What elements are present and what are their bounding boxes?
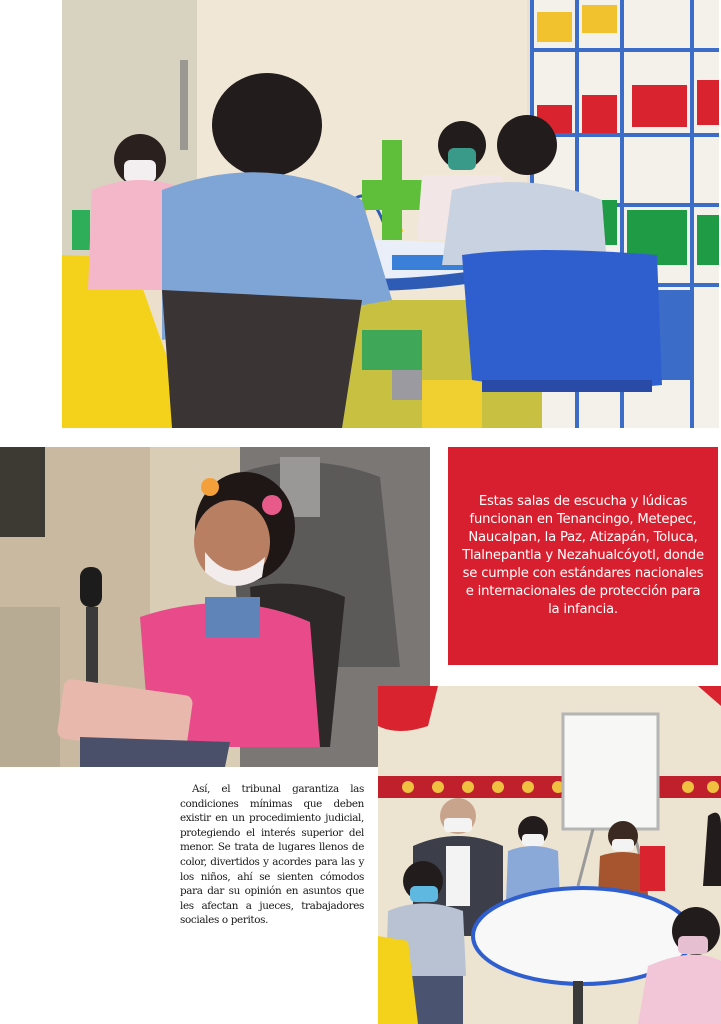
callout-text: Estas salas de escucha y lúdicas funcionan en Tenancingo, Metepec, Naucalpan, la Paz, Atizapán, Toluca, Tlalnepantla y Nezahualcóyotl, donde se cumple con estándares nacionales e internacionales de protección para la infancia. — [462, 494, 704, 617]
callout-box — [448, 447, 718, 665]
photo-round-table-children — [378, 686, 721, 1024]
body-paragraph: Así, el tribunal garantiza las condiciones mínimas que deben existir en un procedimiento judicial, protegiendo el interés superior del menor. Se trata de lugares llenos de color, divertidos y acordes para las y los niños, ahí se sienten cómodos para dar su opinión en asuntos que les afectan a jueces, trabajadores sociales o peritos. — [180, 783, 364, 927]
photo-children-play-room — [62, 0, 719, 428]
photo-girl-with-microphone — [0, 447, 430, 767]
